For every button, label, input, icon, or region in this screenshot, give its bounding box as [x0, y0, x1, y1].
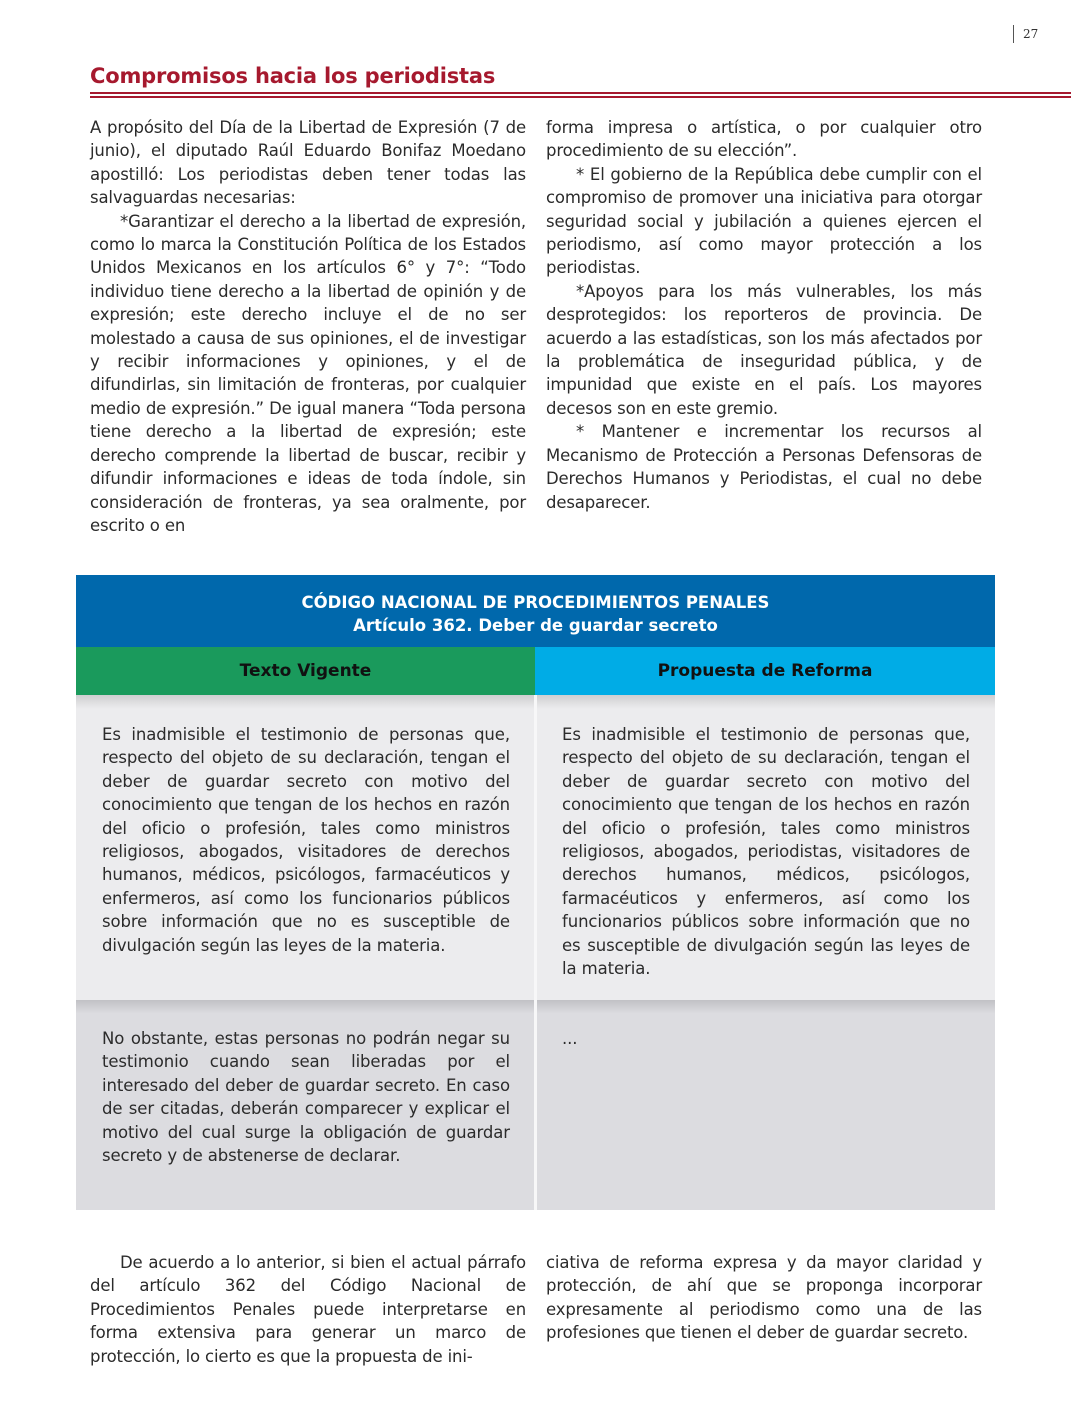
cell-current-1: Es inadmisible el testimonio de personas que, respecto del objeto de su declaración, tengan el deber de guardar secreto con motivo del conocimiento que tengan de los hechos en razón del oficio o profesión, tales como ministros religiosos, abogados, visitadores de derechos humanos, médicos, psicólogos, farmacéuticos y enfermeros, así como los funcionarios públicos sobre información que no es susceptible de divulgación según las leyes de la materia.	[102, 725, 510, 955]
conclusion-left-column	[90, 1251, 526, 1368]
intro-paragraph: *Garantizar el derecho a la libertad de expresión, como lo marca la Constitución Política de los Estados Unidos Mexicanos en los artículos 6° y 7°: “Todo individuo tiene derecho a la libertad de opinión y de expresión; este derecho incluye el de no ser molestado a causa de sus opiniones, el de investigar y recibir informaciones y opiniones, y el de difundirlas, sin limitación de fronteras, por cualquier medio de expresión.” De igual manera “Toda persona tiene derecho a la libertad de expresión; este derecho comprende la libertad de buscar, recibir y difundir informaciones e ideas de toda índole, sin consideración de fronteras, ya sea oralmente, por escrito o en	[90, 211, 526, 535]
intro-paragraph: * Mantener e incrementar los recursos al Mecanismo de Protección a Personas Defensoras de Derechos Humanos y Periodistas, el cual no debe desaparecer.	[546, 422, 982, 512]
conclusion-paragraph: ciativa de reforma expresa y da mayor claridad y protección, de ahí que se proponga incorporar expresamente al periodismo como una de las profesiones que tienen el deber de guardar secreto.	[546, 1253, 982, 1343]
column-header-current: Texto Vigente	[76, 647, 535, 695]
comparison-table	[76, 575, 995, 1210]
page-number-divider	[1013, 25, 1014, 43]
column-divider	[534, 695, 537, 1210]
page-number: 27	[1023, 27, 1039, 41]
intro-paragraph: A propósito del Día de la Libertad de Expresión (7 de junio), el diputado Raúl Eduardo Bonifaz Moedano apostilló: Los periodistas deben tener todas las salvaguardas necesarias:	[90, 118, 526, 208]
title-rule	[90, 92, 1071, 100]
page-number-area	[1013, 25, 1038, 43]
intro-left-column	[90, 116, 526, 537]
intro-paragraph: *Apoyos para los más vulnerables, los más desprotegidos: los reporteros de provincia. De acuerdo a las estadísticas, son los más afectados por la problemática de inseguridad pública, y de impunidad que existe en el país. Los mayores decesos son en este gremio.	[546, 281, 982, 418]
intro-paragraph: forma impresa o artística, o por cualquier otro procedimiento de su elección”.	[546, 118, 982, 161]
cell-reform-2: ...	[562, 1029, 578, 1048]
conclusion-right-column	[546, 1251, 982, 1345]
conclusion-paragraph: De acuerdo a lo anterior, si bien el actual párrafo del artículo 362 del Código Nacional de Procedimientos Penales puede interpretarse en forma extensiva para generar un marco de protección, lo cierto es que la propuesta de ini-	[90, 1253, 526, 1366]
intro-paragraph: * El gobierno de la República debe cumplir con el compromiso de promover una iniciativa para otorgar seguridad social y jubilación a quienes ejercen el periodismo, así como mayor protección a los periodistas.	[546, 164, 982, 278]
column-header-reform: Propuesta de Reforma	[535, 647, 995, 695]
cell-reform-1: Es inadmisible el testimonio de personas que, respecto del objeto de su declaración, tengan el deber de guardar secreto con motivo del conocimiento que tengan de los hechos en razón del oficio o profesión, tales como ministros religiosos, abogados, periodistas, visitadores de derechos humanos, médicos, psicólogos, farmacéuticos y enfermeros, así como los funcionarios públicos sobre información que no es susceptible de divulgación según las leyes de la materia.	[562, 725, 970, 979]
table-subtitle: Artículo 362. Deber de guardar secreto	[353, 616, 718, 635]
section-title: Compromisos hacia los periodistas	[90, 64, 496, 88]
intro-right-column	[546, 116, 982, 514]
cell-current-2: No obstante, estas personas no podrán negar su testimonio cuando sean liberadas por el interesado del deber de guardar secreto. En caso de ser citadas, deberán comparecer y explicar el motivo del cual surge la obligación de guardar secreto y de abstenerse de declarar.	[102, 1029, 510, 1166]
table-title: CÓDIGO NACIONAL DE PROCEDIMIENTOS PENALES	[301, 593, 770, 612]
table-header	[76, 575, 995, 647]
